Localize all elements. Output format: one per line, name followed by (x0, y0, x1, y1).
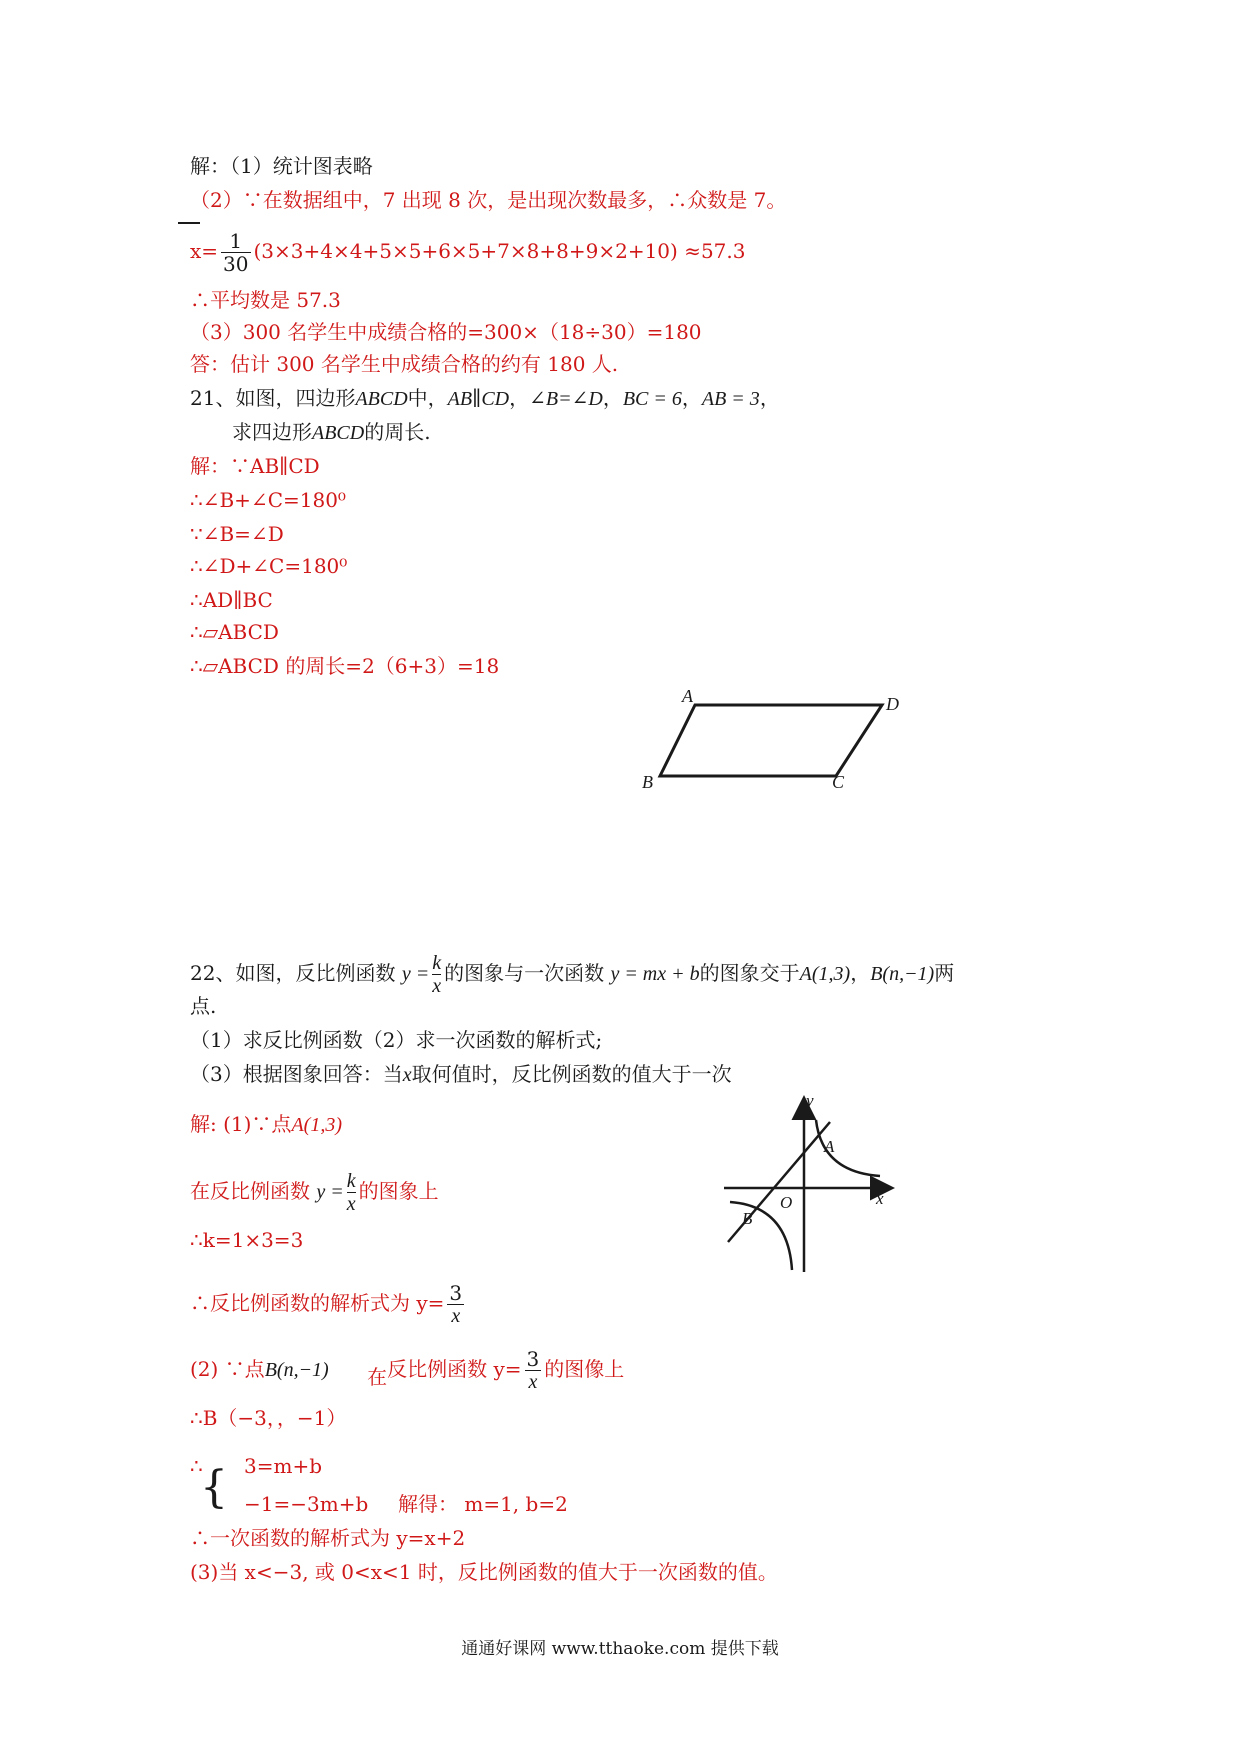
q20-qualified: （3）300 名学生中成绩合格的=300×（18÷30）=180 (190, 320, 702, 344)
footer-credit: 通通好课网 www.tthaoke.com 提供下载 (461, 1639, 779, 1659)
q22-sol-3-over-x (447, 1282, 464, 1327)
q21-ab: AB = 3 (701, 388, 760, 410)
q22-question-3 (190, 1060, 732, 1089)
q22-sol-6: ∴B（−3，，−1） (190, 1406, 347, 1430)
q22-stem-text: 的图象与一次函数 (444, 961, 605, 985)
mean-expression: (3×3+4×4+5×5+6×5+7×8+8+9×2+10) ≈57.3 (253, 239, 746, 263)
q21-sol-5: ∴AD∥BC (190, 588, 273, 612)
q22-sol-text: ∴反比例函数的解析式为 y= (190, 1291, 445, 1315)
q22-q3-text: 取何值时，反比例函数的值大于一次 (411, 1062, 732, 1086)
q21-stem-text: 求四边形 (232, 420, 312, 444)
system-brace: { (200, 1462, 228, 1513)
q22-linear: y = mx + b (610, 963, 700, 985)
q21-sol-1: 解：∵AB∥CD (190, 454, 320, 478)
q22-sol-7: ∴ (190, 1454, 203, 1478)
q22-system-eq2: −1=−3m+b (244, 1492, 369, 1516)
q21-stem-text: 中， (407, 386, 448, 410)
q22-sol-text: 的图象上 (358, 1179, 439, 1203)
parallelogram-shape (660, 705, 882, 776)
q22-stem-line1 (190, 952, 954, 997)
vertex-c-label: C (832, 772, 845, 792)
q22-k-over-x (432, 952, 441, 997)
mean-numerator: 1 (221, 230, 250, 253)
q22-sol-point-b: B(n,−1) (264, 1359, 329, 1381)
q22-point-a: A(1,3) (799, 963, 851, 985)
q21-sol-3: ∵∠B=∠D (190, 522, 284, 546)
fraction-3: 3 (526, 1347, 540, 1371)
mean-denominator: 30 (223, 252, 249, 276)
mean-prefix: x= (190, 239, 219, 263)
q22-sol-text: 反比例函数 y= (387, 1357, 522, 1381)
mean-fraction (221, 230, 250, 275)
fraction-x: x (528, 1371, 538, 1393)
q22-sol-text: 在反比例函数 (190, 1179, 310, 1203)
q22-sol-2 (190, 1170, 439, 1215)
fraction-x: x (451, 1305, 461, 1327)
fraction-k: k (432, 952, 442, 974)
vertex-d-label: D (886, 694, 899, 714)
x-axis-label: x (876, 1189, 884, 1208)
point-a-label: A (824, 1137, 835, 1156)
q22-system-solution: 解得： m=1, b=2 (398, 1492, 568, 1516)
parallelogram-figure (620, 680, 920, 800)
q22-sol-9: (3)当 x<−3, 或 0<x<1 时，反比例函数的值大于一次函数的值。 (190, 1560, 778, 1584)
origin-label: O (780, 1193, 793, 1212)
q20-mode-line: （2）∵在数据组中，7 出现 8 次，是出现次数最多，∴众数是 7。 (190, 188, 787, 212)
q22-y-eq: y = (401, 963, 430, 985)
q22-sol-y-eq: y = (316, 1181, 344, 1203)
q20-mean-result: ∴平均数是 57.3 (190, 288, 341, 312)
q22-sol-text: 在 (367, 1365, 388, 1389)
vertex-b-label: B (642, 772, 653, 792)
q21-parallel: AB∥CD (447, 388, 510, 410)
q21-stem-text: ， (509, 386, 530, 410)
q22-sol-8: ∴一次函数的解析式为 y=x+2 (190, 1526, 466, 1550)
q21-sol-4: ∴∠D+∠C=180⁰ (190, 554, 348, 578)
q21-angle-eq: ∠B=∠D (529, 388, 603, 410)
q22-stem-text: ， (850, 961, 871, 985)
q22-sol-5 (190, 1348, 624, 1393)
q21-stem-text: ， (602, 386, 623, 410)
q22-sol-1 (190, 1110, 342, 1139)
q22-sol-k-over-x (347, 1170, 356, 1215)
q22-sol-text: 的图像上 (544, 1357, 625, 1381)
q21-stem-text: ， (759, 386, 780, 410)
q22-sol-text: (2) ∵点 (190, 1357, 265, 1381)
q21-quad-name: ABCD (355, 388, 408, 410)
q20-line1: 解：（1）统计图表略 (190, 154, 373, 178)
q22-sol-4 (190, 1282, 467, 1327)
hyperbola-left-branch (730, 1202, 792, 1270)
vertex-a-label: A (682, 686, 693, 706)
q21-quad-name: ABCD (312, 422, 365, 444)
fraction-x: x (346, 1193, 356, 1215)
q21-sol-2: ∴∠B+∠C=180⁰ (190, 488, 346, 512)
q21-stem-line2 (232, 418, 431, 447)
q22-point-b: B(n,−1) (870, 963, 935, 985)
mean-bar (178, 222, 200, 224)
point-b-label: B (742, 1209, 753, 1228)
q21-bc: BC = 6 (622, 388, 682, 410)
q22-sol-point-a: A(1,3) (291, 1114, 342, 1136)
q21-stem-text: ， (681, 386, 702, 410)
q20-answer: 答：估计 300 名学生中成绩合格的约有 180 人. (190, 352, 619, 376)
q22-q3-x: x (402, 1064, 412, 1086)
q22-system-eq1: 3=m+b (244, 1454, 323, 1478)
q21-stem-text: 的周长. (364, 420, 431, 444)
q22-sol-3-over-x (525, 1348, 542, 1393)
q21-stem-line1 (190, 384, 780, 413)
q22-stem-text: 22、如图，反比例函数 (190, 961, 396, 985)
fraction-x: x (432, 975, 442, 997)
q22-sol-3: ∴k=1×3=3 (190, 1228, 304, 1252)
function-graph (718, 1092, 902, 1278)
q20-mean-line (190, 230, 745, 275)
q22-stem-text: 的图象交于 (699, 961, 800, 985)
q21-sol-7: ∴▱ABCD 的周长=2（6+3）=18 (190, 654, 500, 678)
fraction-3: 3 (449, 1281, 463, 1305)
q22-q3-text: （3）根据图象回答：当 (190, 1062, 403, 1086)
q22-sol-text: 解: (1)∵点 (190, 1112, 292, 1136)
q21-stem-text: 21、如图，四边形 (190, 386, 356, 410)
q22-stem-line2: 点. (190, 994, 217, 1018)
q22-stem-text: 两 (934, 961, 955, 985)
q22-question-1: （1）求反比例函数（2）求一次函数的解析式; (190, 1028, 603, 1052)
fraction-k: k (346, 1170, 356, 1192)
q21-sol-6: ∴▱ABCD (190, 620, 279, 644)
y-axis-label: y (806, 1092, 814, 1110)
